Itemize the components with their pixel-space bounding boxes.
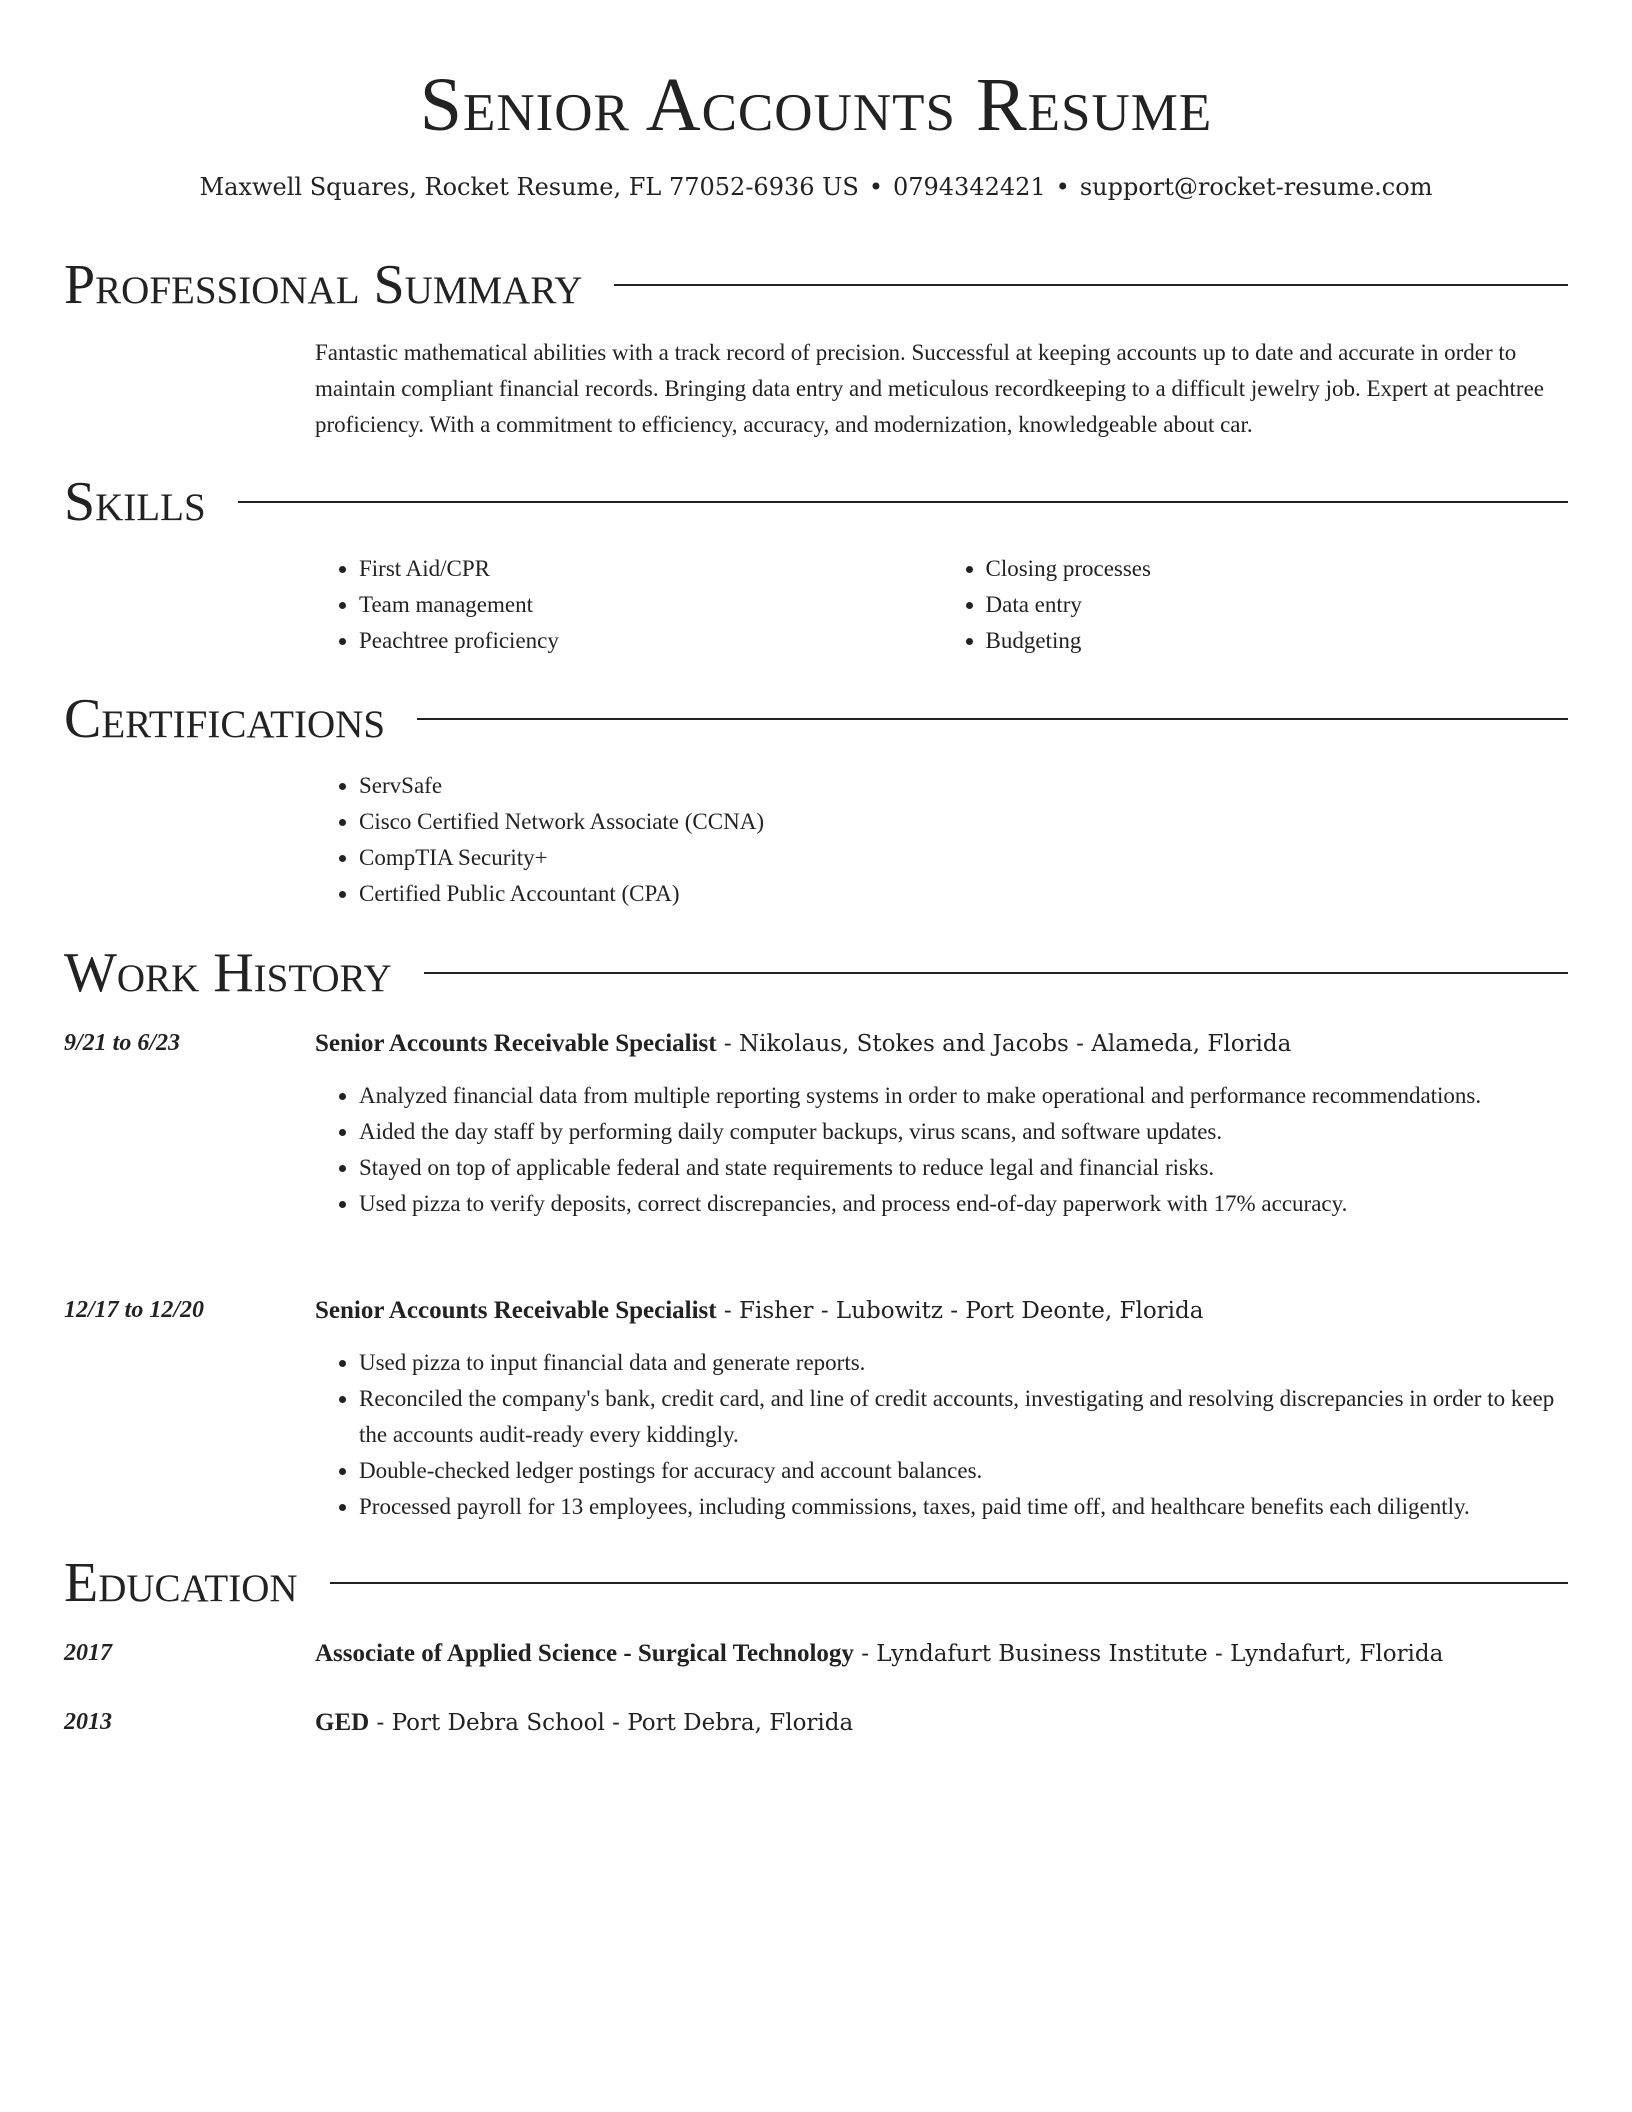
job-bullet: • Reconciled the company's bank, credit card, and line of credit accounts, investigating and resolving discrepancies in order to keep the accounts audit-ready every kiddingly. bbox=[359, 1381, 1568, 1453]
certifications-list bbox=[315, 768, 1568, 912]
education-year: 2013 bbox=[64, 1709, 112, 1735]
section-divider bbox=[614, 284, 1568, 286]
certification-item: • CompTIA Security+ bbox=[359, 840, 1568, 876]
contact-email: support@rocket-resume.com bbox=[1079, 173, 1433, 201]
certifications-heading: Certifications bbox=[64, 688, 386, 750]
work-section-header bbox=[64, 938, 1568, 1008]
skill-item: • Team management bbox=[359, 587, 942, 623]
skills-heading: Skills bbox=[64, 471, 206, 533]
job-bullet: • Processed payroll for 13 employees, including commissions, taxes, paid time off, and healthcare benefits each diligently. bbox=[359, 1489, 1568, 1525]
skills-column-right bbox=[942, 551, 1569, 659]
job-employer: - Fisher - Lubowitz - Port Deonte, Florida bbox=[716, 1298, 1204, 1324]
job-employer: - Nikolaus, Stokes and Jacobs - Alameda, Florida bbox=[716, 1031, 1292, 1057]
summary-heading: Professional Summary bbox=[64, 254, 583, 316]
skill-item: • Peachtree proficiency bbox=[359, 623, 942, 659]
education-section-header bbox=[64, 1548, 1568, 1618]
contact-separator: • bbox=[868, 173, 883, 201]
job-title-line bbox=[315, 1292, 1568, 1329]
skill-item: • Budgeting bbox=[986, 623, 1569, 659]
contact-line bbox=[64, 172, 1568, 202]
job-bullet: • Aided the day staff by performing daily computer backups, virus scans, and software updates. bbox=[359, 1114, 1568, 1150]
skill-item: • Closing processes bbox=[986, 551, 1569, 587]
skills-list bbox=[315, 551, 1568, 659]
job-bullets bbox=[315, 1078, 1568, 1222]
education-school: - Lyndafurt Business Institute - Lyndafurt, Florida bbox=[853, 1641, 1444, 1667]
skill-item: • First Aid/CPR bbox=[359, 551, 942, 587]
skills-section-header bbox=[64, 467, 1568, 537]
job-dates: 9/21 to 6/23 bbox=[64, 1030, 181, 1056]
certification-item: • Cisco Certified Network Associate (CCNA) bbox=[359, 804, 1568, 840]
education-degree: Associate of Applied Science - Surgical Technology bbox=[315, 1640, 854, 1667]
certification-item: • ServSafe bbox=[359, 768, 1568, 804]
section-divider bbox=[424, 972, 1568, 974]
job-entry bbox=[315, 1025, 1568, 1222]
certifications-section-header bbox=[64, 684, 1568, 754]
resume-page bbox=[64, 0, 1568, 1736]
job-bullets bbox=[315, 1345, 1568, 1525]
job-bullet: • Used pizza to verify deposits, correct discrepancies, and process end-of-day paperwork with 17% accuracy. bbox=[359, 1186, 1568, 1222]
contact-address: Maxwell Squares, Rocket Resume, FL 77052-6936 US bbox=[199, 173, 859, 201]
work-heading: Work History bbox=[64, 942, 392, 1004]
job-bullet: • Double-checked ledger postings for accuracy and account balances. bbox=[359, 1453, 1568, 1489]
education-entry bbox=[315, 1635, 1568, 1672]
skill-item: • Data entry bbox=[986, 587, 1569, 623]
education-heading: Education bbox=[64, 1552, 298, 1614]
job-bullet: • Analyzed financial data from multiple reporting systems in order to make operational and performance recommendations. bbox=[359, 1078, 1568, 1114]
education-entry bbox=[315, 1704, 1568, 1741]
resume-name: Senior Accounts Resume bbox=[419, 63, 1213, 147]
contact-phone: 0794342421 bbox=[892, 173, 1046, 201]
summary-section-header bbox=[64, 250, 1568, 320]
summary-text: Fantastic mathematical abilities with a track record of precision. Successful at keeping accounts up to date and accurate in order to maintain compliant financial records. Bringing data entry and meticulous recordkeeping to a difficult jewelry job. Expert at peachtree proficiency. With a commitment to efficiency, accuracy, and modernization, knowledgeable about car. bbox=[315, 340, 1544, 437]
job-bullet: • Used pizza to input financial data and generate reports. bbox=[359, 1345, 1568, 1381]
job-title: Senior Accounts Receivable Specialist bbox=[315, 1297, 717, 1324]
job-title: Senior Accounts Receivable Specialist bbox=[315, 1030, 717, 1057]
summary-body bbox=[315, 335, 1568, 443]
section-divider bbox=[417, 718, 1568, 720]
job-entry bbox=[315, 1292, 1568, 1525]
education-degree: GED bbox=[315, 1709, 370, 1736]
job-title-line bbox=[315, 1025, 1568, 1062]
job-dates: 12/17 to 12/20 bbox=[64, 1297, 205, 1323]
section-divider bbox=[330, 1582, 1568, 1584]
certification-item: • Certified Public Accountant (CPA) bbox=[359, 876, 1568, 912]
education-year: 2017 bbox=[64, 1640, 112, 1666]
section-divider bbox=[238, 501, 1568, 503]
skills-column-left bbox=[315, 551, 942, 659]
job-bullet: • Stayed on top of applicable federal and state requirements to reduce legal and financial risks. bbox=[359, 1150, 1568, 1186]
education-school: - Port Debra School - Port Debra, Florida bbox=[369, 1710, 854, 1736]
contact-separator: • bbox=[1055, 173, 1070, 201]
